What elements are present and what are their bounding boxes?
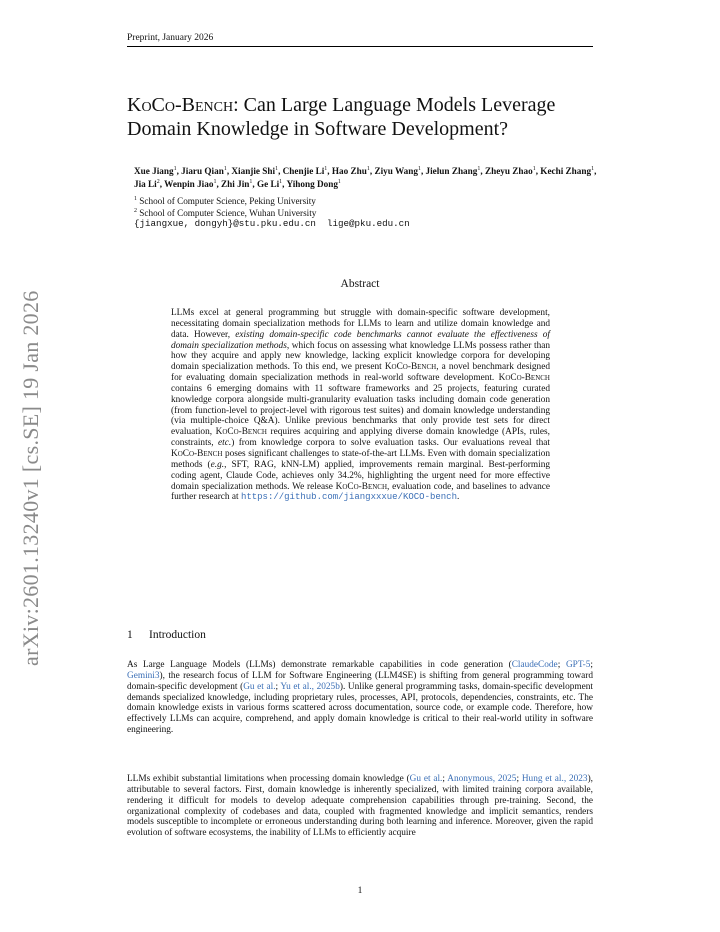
author-name: Chenjie Li$^1$ <box>282 166 328 177</box>
page-number: 1 <box>357 886 363 896</box>
intro-paragraph-2: LLMs exhibit substantial limitations when processing domain knowledge (Gu et al.; Anonymous, 2025; Hung et al., 2023), attributable to several factors. First, domain knowledge is inherently specialized, with limited training corpora available, rendering it difficult for models to develop adequate comprehension capabilities through pre-training. Second, the organizational complexity of codebases and data, coupled with fragmented knowledge and implicit semantics, renders models susceptible to incomplete or erroneous understanding during both learning and inference. Moreover, given the rapid evolution of software ecosystems, the inability of LLMs to efficiently acquire <box>127 774 593 839</box>
benchmark-name: KoCo-Bench <box>127 94 234 116</box>
citation-link[interactable]: Gu et al. <box>243 681 276 692</box>
author-name: Jielun Zhang$^1$ <box>425 166 481 177</box>
author-affiliation-mark: 1 <box>279 179 283 186</box>
author-list: Xue Jiang$^1$, Jiaru Qian$^1$, Xianjie Shi$^1$, Chenjie Li$^1$, Hao Zhu$^1$, Ziyu Wang$^1$, Jielun Zhang$^1$, Zheyu Zhao$^1$, Kechi Zhang$^1$, Jia Li$^2$, Wenpin Jiao$^1$, Zhi Jin$^1$, Ge Li$^1$, Yihong Dong$^1$ <box>134 166 597 190</box>
paper-title <box>127 93 607 141</box>
citation-link[interactable]: Anonymous, 2025 <box>447 774 517 784</box>
intro-paragraph-1: As Large Language Models (LLMs) demonstrate remarkable capabilities in code generation (ClaudeCode; GPT-5; Gemini3), the research focus of LLM for Software Engineering (LLM4SE) is shifting from general programming toward domain-specific development (Gu et al.; Yu et al., 2025b). Unlike general programming tasks, domain-specific development demands specialized knowledge, including proprietary rules, processes, API, protocols, dependencies, constraints, etc. The domain knowledge exists in various forms scattered across documentation, source code, or example code. Therefore, how effectively LLMs can acquire, comprehend, and apply domain knowledge is critical to their real-world utility in software engineering. <box>127 660 593 736</box>
affiliation-2: $^2$ School of Computer Science, Wuhan University <box>134 208 317 219</box>
author-name: Kechi Zhang$^1$ <box>540 166 595 177</box>
author-name: Zheyu Zhao$^1$ <box>484 166 536 177</box>
citation-link[interactable]: Hung et al., 2023 <box>521 774 588 784</box>
author-affiliation-mark: 2 <box>156 179 160 186</box>
citation-link[interactable]: Gemini3 <box>127 670 160 681</box>
author-affiliation-mark: 1 <box>591 166 595 172</box>
author-affiliation-mark: 1 <box>477 166 481 172</box>
author-affiliation-mark: 1 <box>173 166 177 172</box>
affiliation-1: $^1$ School of Computer Science, Peking University <box>134 196 316 207</box>
author-affiliation-mark: 1 <box>213 179 217 186</box>
author-name: Hao Zhu$^1$ <box>331 166 370 177</box>
citation-link[interactable]: Gu et al. <box>409 774 443 784</box>
author-name: Yihong Dong$^1$ <box>286 179 341 190</box>
abstract-body: LLMs excel at general programming but struggle with domain-specific software development, necessitating domain specialization methods for LLMs to learn and utilize domain knowledge and data. However, existing domain-specific code benchmarks cannot evaluate the effectiveness of domain specialization methods, which focus on assessing what knowledge LLMs possess rather than how they acquire and apply new knowledge, lacking explicit knowledge corpora for developing domain specialization methods. To this end, we present KoCo-Bench, a novel benchmark designed for evaluating domain specialization methods in real-world software development. KoCo-Bench contains 6 emerging domains with 11 software frameworks and 25 projects, featuring curated knowledge corpora alongside multi-granularity evaluation tasks including domain code generation (from function-level to project-level with rigorous test suites) and domain knowledge understanding (via multiple-choice Q&A). Unlike previous benchmarks that only provide test sets for direct evaluation, KoCo-Bench requires acquiring and applying diverse domain knowledge (APIs, rules, constraints, etc.) from knowledge corpora to solve evaluation tasks. Our evaluations reveal that KoCo-Bench poses significant challenges to state-of-the-art LLMs. Even with domain specialization methods (e.g., SFT, RAG, kNN-LM) applied, improvements remain marginal. Best-performing coding agent, Claude Code, achieves only 34.2%, highlighting the urgent need for more effective domain specialization methods. We release KoCo-Bench, evaluation code, and baselines to advance further research at https://github.com/jiangxxxue/KOCO-bench. <box>171 308 550 503</box>
author-name: Ziyu Wang$^1$ <box>374 166 421 177</box>
author-affiliation-mark: 1 <box>275 166 279 172</box>
author-name: Wenpin Jiao$^1$ <box>164 179 217 190</box>
citation-link[interactable]: ClaudeCode <box>511 660 558 670</box>
section-heading-introduction: 1 Introduction <box>127 629 206 641</box>
citation-link[interactable]: Yu et al., 2025b <box>280 681 340 692</box>
author-affiliation-mark: 1 <box>532 166 536 172</box>
abstract-heading: Abstract <box>340 278 380 290</box>
author-name: Jiaru Qian$^1$ <box>181 166 227 177</box>
author-affiliation-mark: 1 <box>337 179 341 186</box>
author-affiliation-mark: 1 <box>417 166 421 172</box>
author-affiliation-mark: 1 <box>324 166 328 172</box>
author-affiliation-mark: 1 <box>366 166 370 172</box>
citation-link[interactable]: GPT-5 <box>565 660 591 670</box>
author-affiliation-mark: 1 <box>223 166 227 172</box>
repo-link[interactable]: https://github.com/jiangxxxue/KOCO-bench <box>240 492 457 503</box>
running-header: Preprint, January 2026 <box>127 33 593 47</box>
arxiv-stamp: arXiv:2601.13240v1 [cs.SE] 19 Jan 2026 <box>18 290 43 666</box>
author-name: Ge Li$^1$ <box>256 179 283 190</box>
author-name: Xianjie Shi$^1$ <box>231 166 279 177</box>
author-affiliation-mark: 1 <box>249 179 253 186</box>
author-name: Xue Jiang$^1$ <box>134 166 177 177</box>
title-rest: : Can Large Language Models Leverage Domain Knowledge in Software Development? <box>127 94 556 140</box>
author-emails: {jiangxue, dongyh}@stu.pku.edu.cn lige@pku.edu.cn <box>134 218 410 229</box>
author-name: Zhi Jin$^1$ <box>221 179 253 190</box>
author-name: Jia Li$^2$ <box>134 179 160 190</box>
